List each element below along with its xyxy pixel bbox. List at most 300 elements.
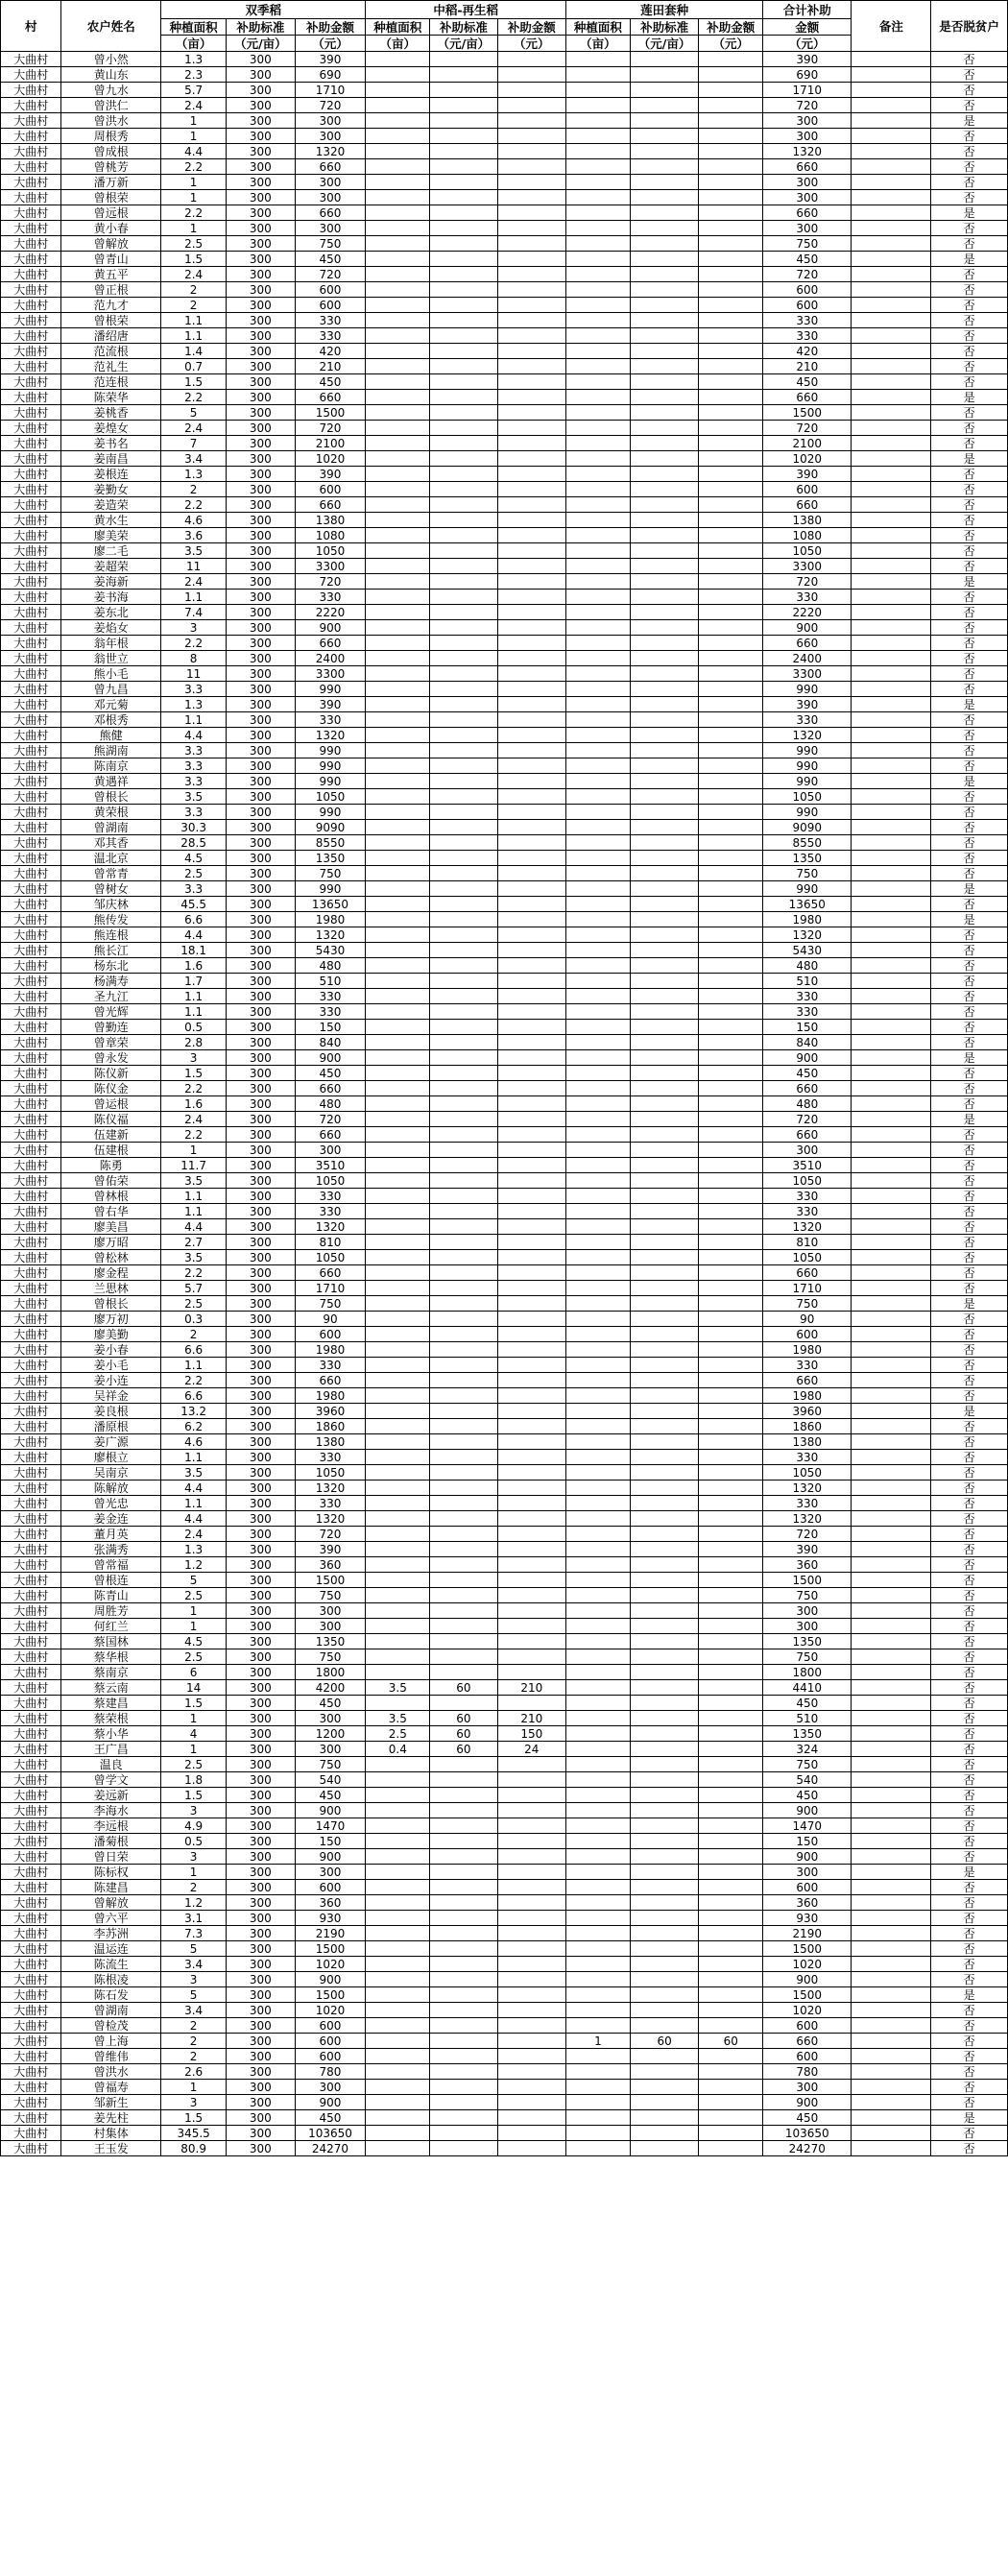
cell-village: 大曲村 xyxy=(1,1204,61,1219)
cell-std-3 xyxy=(630,2126,698,2141)
cell-poverty: 否 xyxy=(931,1281,1008,1296)
cell-total: 2400 xyxy=(763,651,852,666)
cell-farmer-name: 曾九昌 xyxy=(61,682,161,697)
cell-amt-2 xyxy=(497,1573,566,1588)
cell-village: 大曲村 xyxy=(1,897,61,912)
cell-area-1: 2 xyxy=(161,2018,227,2034)
cell-amt-3 xyxy=(699,1987,763,2003)
cell-area-1: 4.4 xyxy=(161,1481,227,1496)
cell-farmer-name: 姜桃香 xyxy=(61,405,161,421)
cell-area-3 xyxy=(566,1926,631,1941)
cell-amt-2 xyxy=(497,958,566,974)
cell-amt-2 xyxy=(497,1895,566,1911)
cell-amt-2 xyxy=(497,1358,566,1373)
cell-std-2 xyxy=(430,636,497,651)
cell-std-3 xyxy=(630,1849,698,1865)
cell-std-3 xyxy=(630,98,698,113)
cell-std-3 xyxy=(630,881,698,897)
cell-amt-2 xyxy=(497,221,566,236)
cell-amt-1: 750 xyxy=(295,236,366,252)
cell-area-1: 1.7 xyxy=(161,974,227,989)
cell-farmer-name: 熊湖南 xyxy=(61,743,161,758)
cell-amt-1: 1020 xyxy=(295,2003,366,2018)
cell-village: 大曲村 xyxy=(1,390,61,405)
cell-area-3 xyxy=(566,651,631,666)
cell-amt-1: 1050 xyxy=(295,543,366,559)
cell-village: 大曲村 xyxy=(1,974,61,989)
cell-village: 大曲村 xyxy=(1,1465,61,1481)
cell-amt-2: 150 xyxy=(497,1726,566,1742)
cell-std-3 xyxy=(630,1865,698,1880)
cell-poverty: 否 xyxy=(931,1911,1008,1926)
cell-farmer-name: 黄小春 xyxy=(61,221,161,236)
cell-area-1: 3.5 xyxy=(161,1465,227,1481)
cell-total: 2220 xyxy=(763,605,852,620)
cell-remark xyxy=(852,1342,931,1358)
cell-farmer-name: 邓元菊 xyxy=(61,697,161,712)
cell-amt-3 xyxy=(699,605,763,620)
cell-amt-3 xyxy=(699,1235,763,1250)
cell-amt-1: 750 xyxy=(295,1649,366,1665)
cell-total: 660 xyxy=(763,497,852,513)
cell-poverty: 否 xyxy=(931,620,1008,636)
cell-area-2 xyxy=(366,897,430,912)
cell-std-3 xyxy=(630,1542,698,1557)
cell-remark xyxy=(852,1112,931,1127)
cell-area-2 xyxy=(366,2110,430,2126)
cell-area-1: 2 xyxy=(161,1327,227,1342)
cell-amt-3 xyxy=(699,113,763,129)
cell-amt-2 xyxy=(497,298,566,313)
cell-total: 13650 xyxy=(763,897,852,912)
cell-amt-1: 1320 xyxy=(295,1219,366,1235)
cell-total: 330 xyxy=(763,1189,852,1204)
cell-amt-3 xyxy=(699,1404,763,1419)
cell-poverty: 否 xyxy=(931,1419,1008,1434)
cell-farmer-name: 姜书名 xyxy=(61,436,161,451)
cell-farmer-name: 廖万昭 xyxy=(61,1235,161,1250)
cell-std-1: 300 xyxy=(227,1373,295,1388)
cell-amt-2 xyxy=(497,236,566,252)
cell-farmer-name: 陈南京 xyxy=(61,758,161,774)
cell-amt-3 xyxy=(699,313,763,328)
cell-amt-3 xyxy=(699,1926,763,1941)
cell-std-3 xyxy=(630,758,698,774)
table-row xyxy=(1,1619,1008,1634)
cell-area-1: 4.4 xyxy=(161,1219,227,1235)
cell-area-1: 2.4 xyxy=(161,1527,227,1542)
cell-village: 大曲村 xyxy=(1,1680,61,1696)
cell-village: 大曲村 xyxy=(1,1880,61,1895)
cell-village: 大曲村 xyxy=(1,2110,61,2126)
cell-amt-1: 1710 xyxy=(295,83,366,98)
cell-std-2 xyxy=(430,897,497,912)
cell-area-2 xyxy=(366,1020,430,1035)
cell-area-2 xyxy=(366,359,430,374)
cell-amt-2 xyxy=(497,636,566,651)
cell-std-1: 300 xyxy=(227,1665,295,1680)
cell-village: 大曲村 xyxy=(1,651,61,666)
cell-total: 750 xyxy=(763,1649,852,1665)
cell-std-1: 300 xyxy=(227,421,295,436)
cell-farmer-name: 蔡国林 xyxy=(61,1634,161,1649)
cell-remark xyxy=(852,52,931,67)
cell-farmer-name: 蔡华根 xyxy=(61,1649,161,1665)
table-row xyxy=(1,805,1008,820)
cell-area-1: 5.7 xyxy=(161,83,227,98)
cell-std-2 xyxy=(430,1434,497,1450)
cell-amt-1: 660 xyxy=(295,159,366,175)
table-row xyxy=(1,1342,1008,1358)
cell-total: 300 xyxy=(763,1865,852,1880)
cell-total: 90 xyxy=(763,1312,852,1327)
cell-amt-3 xyxy=(699,1081,763,1096)
cell-std-2 xyxy=(430,712,497,728)
cell-std-1: 300 xyxy=(227,1481,295,1496)
cell-amt-2 xyxy=(497,313,566,328)
cell-poverty: 是 xyxy=(931,1112,1008,1127)
cell-poverty: 否 xyxy=(931,344,1008,359)
cell-total: 1350 xyxy=(763,1726,852,1742)
cell-total: 1710 xyxy=(763,1281,852,1296)
cell-std-3 xyxy=(630,1173,698,1189)
cell-area-2 xyxy=(366,1880,430,1895)
cell-amt-3 xyxy=(699,559,763,574)
cell-area-3 xyxy=(566,1219,631,1235)
cell-std-1: 300 xyxy=(227,221,295,236)
cell-std-1: 300 xyxy=(227,1035,295,1050)
cell-remark xyxy=(852,1143,931,1158)
cell-std-1: 300 xyxy=(227,897,295,912)
cell-poverty: 否 xyxy=(931,1081,1008,1096)
cell-area-1: 2.2 xyxy=(161,159,227,175)
cell-farmer-name: 黄水生 xyxy=(61,513,161,528)
cell-remark xyxy=(852,513,931,528)
cell-amt-1: 540 xyxy=(295,1772,366,1788)
cell-area-1: 3.5 xyxy=(161,1173,227,1189)
cell-village: 大曲村 xyxy=(1,52,61,67)
cell-poverty: 否 xyxy=(931,298,1008,313)
cell-village: 大曲村 xyxy=(1,851,61,866)
cell-village: 大曲村 xyxy=(1,1434,61,1450)
cell-std-1: 300 xyxy=(227,743,295,758)
cell-area-3 xyxy=(566,451,631,467)
cell-amt-1: 3510 xyxy=(295,1158,366,1173)
cell-std-1: 300 xyxy=(227,513,295,528)
table-row xyxy=(1,820,1008,835)
cell-std-1: 300 xyxy=(227,1557,295,1573)
cell-amt-1: 1020 xyxy=(295,451,366,467)
cell-amt-3 xyxy=(699,1204,763,1219)
cell-std-3 xyxy=(630,2110,698,2126)
cell-farmer-name: 兰思林 xyxy=(61,1281,161,1296)
cell-std-3 xyxy=(630,682,698,697)
table-row xyxy=(1,636,1008,651)
cell-std-2 xyxy=(430,1941,497,1957)
cell-area-3 xyxy=(566,144,631,159)
cell-remark xyxy=(852,2064,931,2080)
table-row xyxy=(1,482,1008,497)
cell-std-3 xyxy=(630,528,698,543)
cell-std-2 xyxy=(430,805,497,820)
table-row xyxy=(1,927,1008,943)
cell-area-1: 3 xyxy=(161,2095,227,2110)
cell-poverty: 否 xyxy=(931,1189,1008,1204)
cell-std-1: 300 xyxy=(227,497,295,513)
cell-std-2 xyxy=(430,528,497,543)
cell-area-2 xyxy=(366,605,430,620)
cell-std-2 xyxy=(430,958,497,974)
cell-poverty: 否 xyxy=(931,1649,1008,1665)
table-row xyxy=(1,1050,1008,1066)
cell-amt-3 xyxy=(699,1189,763,1204)
cell-std-3 xyxy=(630,1281,698,1296)
cell-amt-2 xyxy=(497,866,566,881)
cell-amt-1: 990 xyxy=(295,758,366,774)
cell-area-1: 2.2 xyxy=(161,1127,227,1143)
cell-amt-2 xyxy=(497,1465,566,1481)
cell-std-3 xyxy=(630,974,698,989)
cell-village: 大曲村 xyxy=(1,1066,61,1081)
cell-poverty: 否 xyxy=(931,359,1008,374)
cell-poverty: 否 xyxy=(931,1527,1008,1542)
cell-area-2 xyxy=(366,1496,430,1511)
cell-std-2 xyxy=(430,67,497,83)
cell-std-1: 300 xyxy=(227,989,295,1004)
cell-poverty: 否 xyxy=(931,2003,1008,2018)
cell-poverty: 否 xyxy=(931,1465,1008,1481)
cell-area-1: 1.2 xyxy=(161,1895,227,1911)
cell-amt-1: 330 xyxy=(295,712,366,728)
cell-remark xyxy=(852,559,931,574)
cell-std-1: 300 xyxy=(227,758,295,774)
cell-poverty: 否 xyxy=(931,1803,1008,1818)
cell-area-3 xyxy=(566,605,631,620)
cell-amt-1: 1500 xyxy=(295,1987,366,2003)
cell-total: 1500 xyxy=(763,1987,852,2003)
cell-total: 660 xyxy=(763,1081,852,1096)
cell-farmer-name: 廖美昌 xyxy=(61,1219,161,1235)
cell-area-3 xyxy=(566,835,631,851)
cell-area-1: 2 xyxy=(161,482,227,497)
cell-remark xyxy=(852,1696,931,1711)
cell-std-1: 300 xyxy=(227,98,295,113)
cell-poverty: 否 xyxy=(931,682,1008,697)
cell-amt-1: 780 xyxy=(295,2064,366,2080)
cell-remark xyxy=(852,313,931,328)
cell-area-1: 1.6 xyxy=(161,958,227,974)
cell-std-1: 300 xyxy=(227,175,295,190)
cell-amt-1: 900 xyxy=(295,1803,366,1818)
cell-amt-3 xyxy=(699,1803,763,1818)
cell-amt-2 xyxy=(497,129,566,144)
cell-std-1: 300 xyxy=(227,1957,295,1972)
cell-village: 大曲村 xyxy=(1,1957,61,1972)
cell-amt-1: 750 xyxy=(295,1757,366,1772)
cell-village: 大曲村 xyxy=(1,313,61,328)
cell-poverty: 否 xyxy=(931,1573,1008,1588)
cell-area-3 xyxy=(566,497,631,513)
cell-total: 450 xyxy=(763,1788,852,1803)
cell-area-3 xyxy=(566,52,631,67)
cell-area-3 xyxy=(566,666,631,682)
cell-remark xyxy=(852,1573,931,1588)
cell-area-3 xyxy=(566,1680,631,1696)
table-row xyxy=(1,943,1008,958)
cell-area-1: 1 xyxy=(161,2080,227,2095)
cell-farmer-name: 潘原根 xyxy=(61,1419,161,1434)
cell-amt-3 xyxy=(699,1972,763,1987)
cell-total: 900 xyxy=(763,1972,852,1987)
cell-std-1: 300 xyxy=(227,835,295,851)
cell-poverty: 否 xyxy=(931,1219,1008,1235)
cell-amt-3 xyxy=(699,1312,763,1327)
cell-farmer-name: 黄山东 xyxy=(61,67,161,83)
cell-total: 330 xyxy=(763,1004,852,1020)
cell-std-2 xyxy=(430,2110,497,2126)
cell-std-2 xyxy=(430,451,497,467)
cell-std-2 xyxy=(430,1050,497,1066)
cell-std-2 xyxy=(430,943,497,958)
cell-village: 大曲村 xyxy=(1,451,61,467)
cell-area-3 xyxy=(566,2064,631,2080)
cell-poverty: 否 xyxy=(931,1849,1008,1865)
table-row xyxy=(1,159,1008,175)
cell-amt-2 xyxy=(497,190,566,205)
cell-amt-1: 1860 xyxy=(295,1419,366,1434)
cell-std-2 xyxy=(430,1865,497,1880)
cell-remark xyxy=(852,2018,931,2034)
cell-std-1: 300 xyxy=(227,1434,295,1450)
cell-area-2 xyxy=(366,1634,430,1649)
cell-amt-1: 330 xyxy=(295,1496,366,1511)
table-row xyxy=(1,83,1008,98)
cell-village: 大曲村 xyxy=(1,1849,61,1865)
cell-std-3 xyxy=(630,1481,698,1496)
cell-area-3 xyxy=(566,1711,631,1726)
cell-remark xyxy=(852,1634,931,1649)
cell-area-1: 5 xyxy=(161,1941,227,1957)
cell-std-3 xyxy=(630,958,698,974)
cell-farmer-name: 曾解放 xyxy=(61,236,161,252)
cell-remark xyxy=(852,1496,931,1511)
cell-amt-1: 750 xyxy=(295,1588,366,1603)
cell-poverty: 否 xyxy=(931,1327,1008,1342)
cell-remark xyxy=(852,421,931,436)
cell-amt-1: 300 xyxy=(295,190,366,205)
cell-amt-2 xyxy=(497,774,566,789)
cell-farmer-name: 曾勤连 xyxy=(61,1020,161,1035)
cell-amt-3 xyxy=(699,159,763,175)
cell-village: 大曲村 xyxy=(1,513,61,528)
table-row xyxy=(1,989,1008,1004)
cell-std-2 xyxy=(430,1112,497,1127)
cell-area-1: 2 xyxy=(161,1880,227,1895)
cell-total: 300 xyxy=(763,221,852,236)
cell-area-3 xyxy=(566,129,631,144)
cell-area-3 xyxy=(566,1726,631,1742)
cell-amt-3 xyxy=(699,1941,763,1957)
cell-area-2 xyxy=(366,344,430,359)
cell-remark xyxy=(852,1911,931,1926)
cell-poverty: 否 xyxy=(931,866,1008,881)
cell-remark xyxy=(852,543,931,559)
cell-amt-2 xyxy=(497,390,566,405)
cell-farmer-name: 潘绍唐 xyxy=(61,328,161,344)
table-row xyxy=(1,912,1008,927)
cell-farmer-name: 姜超荣 xyxy=(61,559,161,574)
cell-total: 990 xyxy=(763,758,852,774)
cell-area-3 xyxy=(566,513,631,528)
cell-area-1: 1.5 xyxy=(161,2110,227,2126)
cell-std-2 xyxy=(430,728,497,743)
cell-poverty: 否 xyxy=(931,728,1008,743)
cell-std-1: 300 xyxy=(227,436,295,451)
cell-poverty: 否 xyxy=(931,1127,1008,1143)
cell-amt-3 xyxy=(699,1496,763,1511)
cell-village: 大曲村 xyxy=(1,789,61,805)
cell-std-3 xyxy=(630,728,698,743)
table-row xyxy=(1,682,1008,697)
cell-total: 510 xyxy=(763,974,852,989)
cell-area-1: 7 xyxy=(161,436,227,451)
cell-amt-2 xyxy=(497,1911,566,1926)
cell-std-3 xyxy=(630,359,698,374)
cell-total: 9090 xyxy=(763,820,852,835)
cell-area-2 xyxy=(366,1373,430,1388)
cell-area-3 xyxy=(566,559,631,574)
cell-area-1: 2 xyxy=(161,298,227,313)
table-row xyxy=(1,712,1008,728)
cell-std-3 xyxy=(630,1972,698,1987)
cell-area-3 xyxy=(566,1066,631,1081)
cell-area-1: 1 xyxy=(161,221,227,236)
cell-amt-1: 600 xyxy=(295,2018,366,2034)
cell-amt-2 xyxy=(497,2141,566,2156)
cell-remark xyxy=(852,1419,931,1434)
cell-amt-3 xyxy=(699,835,763,851)
table-row xyxy=(1,1557,1008,1573)
cell-amt-3 xyxy=(699,1557,763,1573)
cell-village: 大曲村 xyxy=(1,129,61,144)
cell-farmer-name: 伍建根 xyxy=(61,1143,161,1158)
cell-area-1: 6.6 xyxy=(161,1342,227,1358)
table-row xyxy=(1,851,1008,866)
cell-amt-1: 150 xyxy=(295,1834,366,1849)
cell-area-3 xyxy=(566,405,631,421)
cell-village: 大曲村 xyxy=(1,1312,61,1327)
cell-amt-1: 720 xyxy=(295,98,366,113)
cell-amt-3 xyxy=(699,1649,763,1665)
cell-amt-3 xyxy=(699,620,763,636)
cell-poverty: 否 xyxy=(931,1035,1008,1050)
table-row xyxy=(1,1112,1008,1127)
cell-area-3 xyxy=(566,2126,631,2141)
cell-std-1: 300 xyxy=(227,620,295,636)
cell-area-2 xyxy=(366,2049,430,2064)
cell-amt-1: 300 xyxy=(295,175,366,190)
cell-poverty: 否 xyxy=(931,98,1008,113)
cell-amt-1: 300 xyxy=(295,1711,366,1726)
cell-area-1: 4.5 xyxy=(161,851,227,866)
cell-std-3 xyxy=(630,405,698,421)
cell-poverty: 是 xyxy=(931,451,1008,467)
cell-area-1: 1.1 xyxy=(161,1004,227,1020)
cell-village: 大曲村 xyxy=(1,344,61,359)
cell-area-1: 3.4 xyxy=(161,451,227,467)
cell-poverty: 否 xyxy=(931,1588,1008,1603)
cell-std-1: 300 xyxy=(227,666,295,682)
